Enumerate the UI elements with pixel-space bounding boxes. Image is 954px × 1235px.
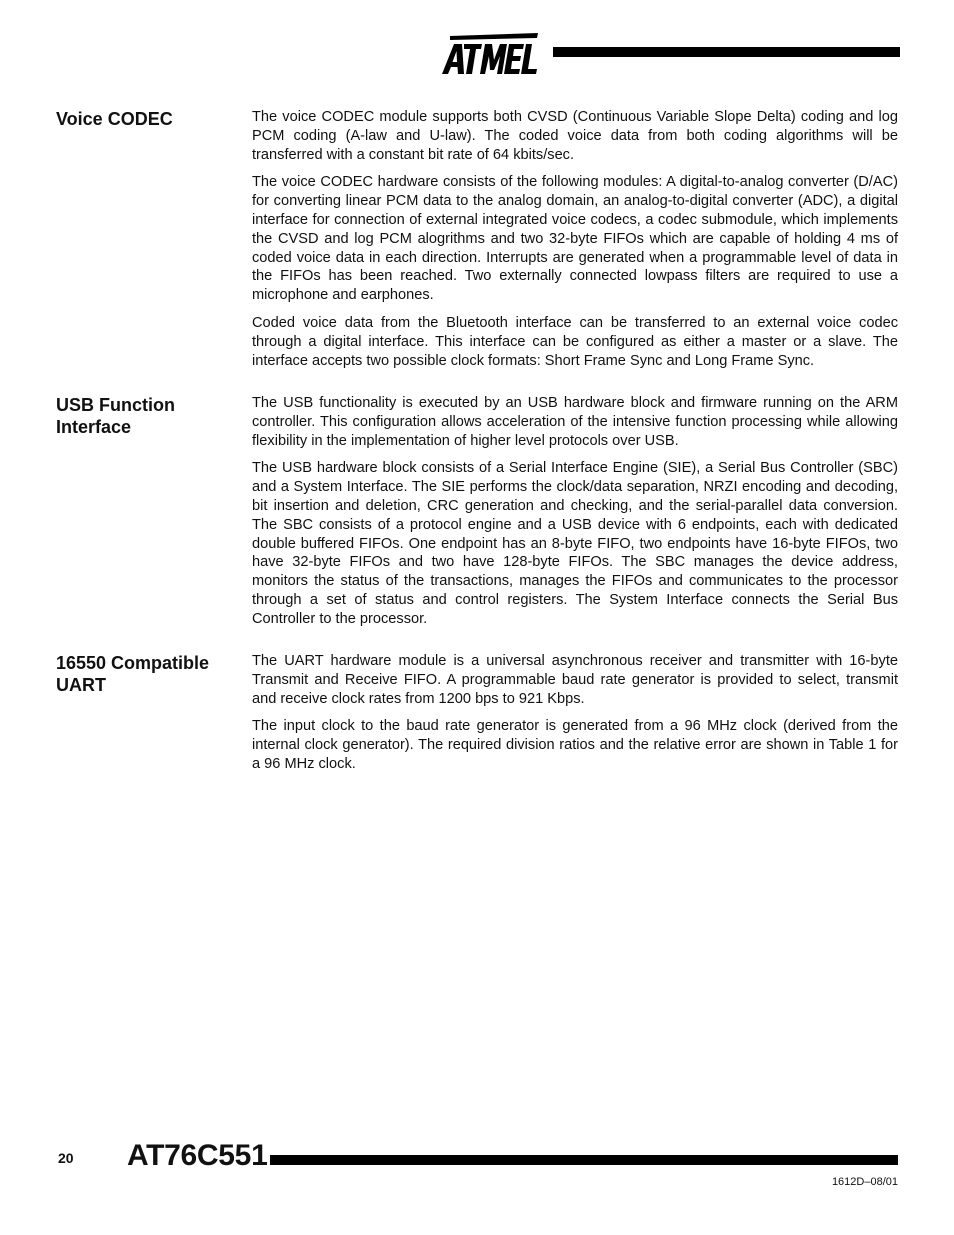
section-heading: Voice CODEC — [56, 109, 173, 129]
paragraph: Coded voice data from the Bluetooth interface can be transferred to an external voice codec through a digital interface. This interface can be configured as either a master or a slave. The interface accepts two possible clock formats: Short Frame Sync and Long Frame Sync. — [252, 314, 898, 369]
paragraph: The voice CODEC hardware consists of the following modules: A digital-to-analog converter (D/AC) for converting linear PCM data to the analog domain, an analog-to-digital converter (ADC), a digital interface for connection of external integrated voice codecs, a codec submodule, which implements the CVSD and log PCM alogrithms and two 32-byte FIFOs which are capable of holding 4 ms of coded voice data in each direction. Interrupts are generated when a programmable level of data in the FIFOs has been reached. Two externally connected lowpass filters are required to use a microphone and earphones. — [252, 174, 898, 304]
page-number: 20 — [58, 1150, 74, 1166]
section-16550-uart — [56, 652, 898, 783]
section-heading: USB Function Interface — [56, 395, 175, 437]
paragraph: The USB hardware block consists of a Serial Interface Engine (SIE), a Serial Bus Controller (SBC) and a System Interface. The SIE performs the clock/data separation, NRZI encoding and decoding, bit insertion and deletion, CRC generation and checking, and the serial-parallel data conversion. The SBC consists of a protocol engine and a USB device with 6 endpoints, each with dedicated double buffered FIFOs. One endpoint has an 8-byte FIFO, two endpoints have 16-byte FIFOs, two have 32-byte FIFOs and two have 128-byte FIFOs. The SBC manages the device address, monitors the status of the transactions, manages the FIFOs and communicates to the processor through a set of status and control registers. The System Interface connects the Serial Bus Controller to the processor. — [252, 460, 898, 627]
product-title: AT76C551 — [127, 1139, 268, 1172]
section-body — [252, 652, 898, 774]
atmel-logo — [440, 30, 540, 76]
paragraph: The UART hardware module is a universal asynchronous receiver and transmitter with 16-byte Transmit and Receive FIFO. A programmable baud rate generator is provided to select, transmit and receive clock rates from 1200 bps to 921 Kbps. — [252, 653, 898, 707]
section-body — [252, 394, 898, 629]
section-body — [252, 108, 898, 370]
section-heading: 16550 Compatible UART — [56, 653, 210, 695]
section-usb-function-interface — [56, 394, 898, 638]
section-voice-codec — [56, 108, 898, 379]
footer-rule — [270, 1155, 898, 1165]
paragraph: The USB functionality is executed by an USB hardware block and firmware running on the ARM controller. This configuration allows acceleration of the intensive function processing while allowing flexibility in the implementation of higher level protocols over USB. — [252, 395, 898, 449]
paragraph: The input clock to the baud rate generator is generated from a 96 MHz clock (derived from the internal clock generator). The required division ratios and the relative error are shown in Table 1 for a 96 MHz clock. — [252, 718, 898, 772]
header-rule — [553, 47, 900, 57]
paragraph: The voice CODEC module supports both CVSD (Continuous Variable Slope Delta) coding and log PCM coding (A-law and U-law). The coded voice data from both coding algorithms will be transferred with a constant bit rate of 64 kbits/sec. — [252, 109, 898, 163]
document-code: 1612D–08/01 — [831, 1176, 898, 1188]
atmel-logo-icon — [440, 30, 540, 76]
